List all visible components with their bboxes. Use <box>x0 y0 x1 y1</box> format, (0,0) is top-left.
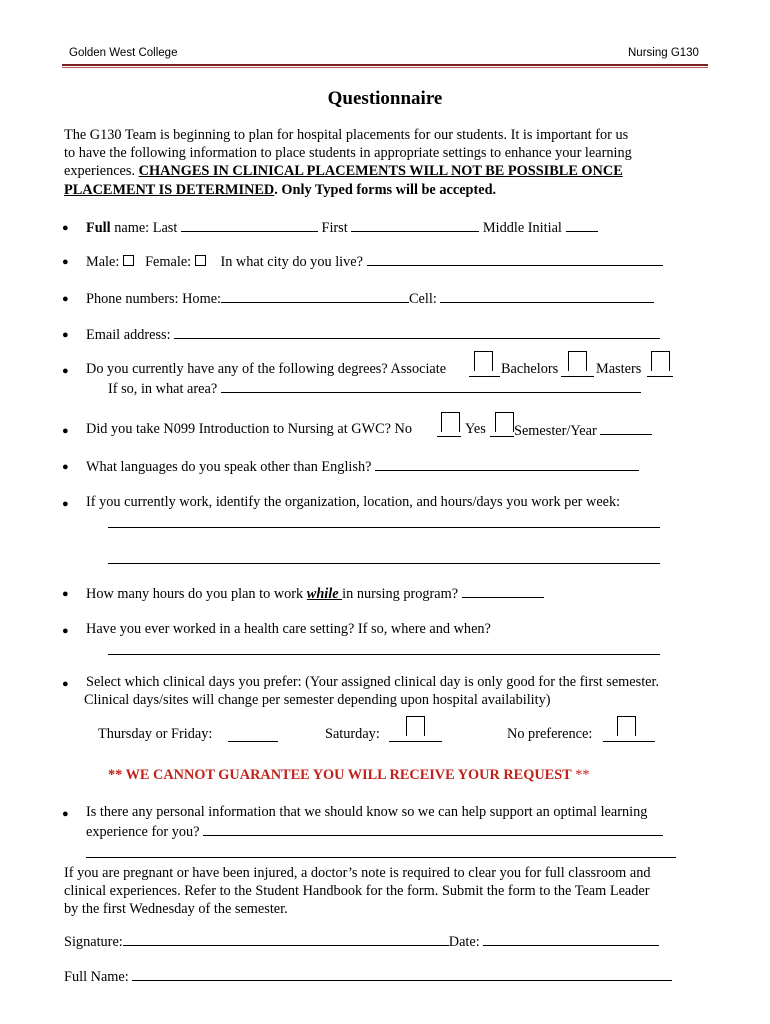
bullet: ● <box>62 329 69 341</box>
female-label: Female: <box>145 254 192 270</box>
thursday-friday-field[interactable] <box>228 741 278 742</box>
hours-label-after: in nursing program? <box>342 586 459 602</box>
bachelors-underline <box>561 376 594 377</box>
masters-underline <box>647 376 673 377</box>
last-name-field[interactable] <box>181 218 318 232</box>
personal-info-line-2: experience for you? <box>86 824 200 840</box>
saturday-label: Saturday: <box>325 726 380 742</box>
middle-initial-label: Middle Initial <box>482 220 562 236</box>
semester-field[interactable] <box>600 421 652 435</box>
bullet: ● <box>62 425 69 437</box>
home-phone-field[interactable] <box>221 289 409 303</box>
no-preference-underline <box>603 741 655 742</box>
bullet: ● <box>62 498 69 510</box>
bullet: ● <box>62 808 69 820</box>
clinical-line-2: Clinical days/sites will change per semester depending upon hospital availability) <box>84 692 551 708</box>
intro-line-2: to have the following information to place students in appropriate settings to enhance your learning <box>64 145 632 162</box>
warning-text: WE CANNOT GUARANTEE YOU WILL RECEIVE YOUR REQUEST <box>125 767 572 783</box>
warning-stars-right: ** <box>571 767 590 783</box>
intro-paragraph <box>64 126 704 199</box>
work-field-line-2[interactable] <box>108 563 660 564</box>
header-college: Golden West College <box>69 47 178 59</box>
language-row <box>86 457 639 476</box>
gender-row <box>86 252 663 271</box>
pregnancy-paragraph <box>64 864 714 919</box>
last-name-label: name: Last <box>110 220 178 236</box>
language-label: What languages do you speak other than English? <box>86 459 372 475</box>
bullet: ● <box>62 588 69 600</box>
intro-warning-bold: CHANGES IN CLINICAL PLACEMENTS WILL NOT BE POSSIBLE ONCE <box>138 163 623 180</box>
first-name-label: First <box>321 220 348 236</box>
header-rule <box>62 64 708 66</box>
male-checkbox[interactable] <box>123 255 134 266</box>
full-label: Full <box>86 220 111 236</box>
middle-initial-field[interactable] <box>566 218 598 232</box>
n099-yes-underline <box>490 436 514 437</box>
healthcare-field[interactable] <box>108 654 660 655</box>
pregnancy-line-2: clinical experiences. Refer to the Student Handbook for the form. Submit the form to the Team Leader <box>64 883 650 900</box>
intro-typed-note: . Only Typed forms will be accepted. <box>274 181 497 198</box>
first-name-field[interactable] <box>351 218 479 232</box>
signature-label: Signature: <box>64 934 123 950</box>
no-preference-label: No preference: <box>507 726 593 742</box>
degree-area-field[interactable] <box>221 379 641 393</box>
date-field[interactable] <box>483 932 659 946</box>
semester-row <box>514 421 652 440</box>
hours-label-before: How many hours do you plan to work <box>86 586 307 602</box>
semester-label: Semester/Year <box>514 423 597 439</box>
email-label: Email address: <box>86 327 171 343</box>
warning-stars-left: ** <box>108 767 126 783</box>
name-row <box>86 218 598 237</box>
fullname-label: Full Name: <box>64 969 129 985</box>
personal-info-line-1: Is there any personal information that we should know so we can help support an optimal learning <box>86 804 648 820</box>
header-rule-thin <box>62 67 708 68</box>
saturday-underline <box>389 741 442 742</box>
degree-area-row <box>108 379 641 398</box>
page-title: Questionnaire <box>327 88 443 109</box>
fullname-row <box>64 967 672 986</box>
degree-question: Do you currently have any of the following degrees? Associate <box>86 361 447 377</box>
n099-question: Did you take N099 Introduction to Nursing at GWC? No <box>86 421 412 437</box>
hours-label-emphasis: while <box>306 586 343 602</box>
fullname-field[interactable] <box>132 967 672 981</box>
n099-yes-label: Yes <box>465 421 486 437</box>
no-preference-checkbox[interactable] <box>617 716 636 736</box>
date-label: Date: <box>448 934 480 950</box>
bullet: ● <box>62 625 69 637</box>
bullet: ● <box>62 461 69 473</box>
language-field[interactable] <box>375 457 639 471</box>
pregnancy-line-3: by the first Wednesday of the semester. <box>64 901 288 918</box>
cell-phone-label: Cell: <box>409 291 437 307</box>
signature-field[interactable] <box>123 932 449 946</box>
hours-field[interactable] <box>462 584 544 598</box>
saturday-checkbox[interactable] <box>406 716 425 736</box>
masters-checkbox[interactable] <box>651 351 670 371</box>
hours-row <box>86 584 544 603</box>
masters-label: Masters <box>596 361 642 377</box>
intro-line-4 <box>64 181 704 199</box>
n099-yes-checkbox[interactable] <box>495 412 514 432</box>
header-course: Nursing G130 <box>628 47 699 59</box>
intro-line-1: The G130 Team is beginning to plan for hospital placements for our students. It is important for us <box>64 127 629 143</box>
email-row <box>86 325 660 344</box>
email-field[interactable] <box>174 325 660 339</box>
city-label: In what city do you live? <box>220 254 363 270</box>
n099-no-checkbox[interactable] <box>441 412 460 432</box>
work-question: If you currently work, identify the organization, location, and hours/days you work per week: <box>86 494 621 510</box>
associate-checkbox[interactable] <box>474 351 493 371</box>
signature-row <box>64 932 659 951</box>
pregnancy-line-1: If you are pregnant or have been injured, a doctor’s note is required to clear you for full classroom and <box>64 865 651 881</box>
bullet: ● <box>62 678 69 690</box>
intro-warning-bold-2: PLACEMENT IS DETERMINED <box>64 181 275 198</box>
intro-line-3 <box>64 162 704 180</box>
degree-area-label: If so, in what area? <box>108 381 218 397</box>
associate-underline <box>469 376 500 377</box>
healthcare-question: Have you ever worked in a health care setting? If so, where and when? <box>86 621 491 637</box>
bachelors-label: Bachelors <box>501 361 559 377</box>
bullet: ● <box>62 256 69 268</box>
bullet: ● <box>62 365 69 377</box>
n099-no-underline <box>437 436 461 437</box>
bachelors-checkbox[interactable] <box>568 351 587 371</box>
phone-row <box>86 289 654 308</box>
personal-info-field-2[interactable] <box>86 857 676 858</box>
female-checkbox[interactable] <box>195 255 206 266</box>
cell-phone-field[interactable] <box>440 289 654 303</box>
home-phone-label: Phone numbers: Home: <box>86 291 222 307</box>
bullet: ● <box>62 222 69 234</box>
personal-info-row <box>86 822 663 841</box>
guarantee-warning <box>108 767 590 784</box>
city-field[interactable] <box>367 252 663 266</box>
intro-line-3-plain: experiences. <box>64 163 139 180</box>
personal-info-field[interactable] <box>203 822 663 836</box>
thursday-friday-label: Thursday or Friday: <box>98 726 213 742</box>
bullet: ● <box>62 293 69 305</box>
work-field-line-1[interactable] <box>108 527 660 528</box>
clinical-line-1: Select which clinical days you prefer: (Your assigned clinical day is only good for the first semester. <box>86 674 660 690</box>
male-label: Male: <box>86 254 120 270</box>
